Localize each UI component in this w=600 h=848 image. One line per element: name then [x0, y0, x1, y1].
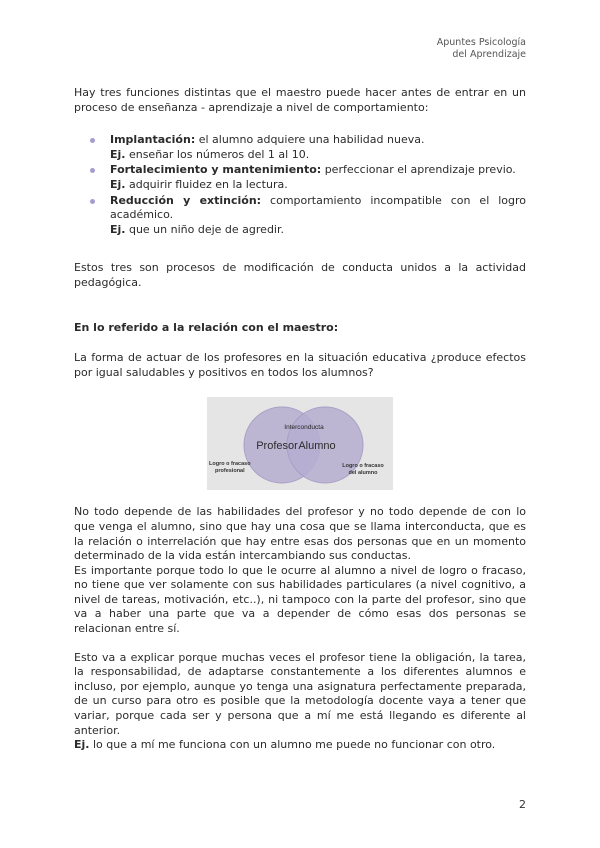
functions-list — [74, 133, 526, 237]
page-number: 2 — [519, 798, 526, 811]
right-caption-1: Logro o fracaso — [342, 463, 384, 470]
example-label: Ej. — [110, 147, 126, 161]
question-paragraph: La forma de actuar de los profesores en la situación educativa ¿produce efectos por igual saludables y positivos en todos los alumnos? — [74, 351, 526, 379]
example-label: Ej. — [110, 177, 126, 191]
left-caption-1: Logro o fracaso — [209, 461, 251, 468]
section-heading: En lo referido a la relación con el maestro: — [74, 320, 339, 334]
right-circle-label: Alumno — [298, 440, 336, 453]
list-item — [110, 194, 526, 238]
right-caption-2: del alumno — [348, 470, 378, 477]
example-text: que un niño deje de agredir. — [125, 222, 284, 236]
final-example-label: Ej. — [74, 738, 90, 752]
intro-paragraph: Hay tres funciones distintas que el maestro puede hacer antes de entrar en un proceso de enseñanza - aprendizaje a nivel de comportamiento: — [74, 86, 526, 114]
example-text: adquirir fluidez en la lectura. — [125, 177, 288, 191]
bullet-title: Fortalecimiento y mantenimiento: — [110, 163, 322, 177]
venn-svg — [207, 397, 393, 490]
overlap-label: Interconducta — [284, 424, 324, 432]
header-line-1: Apuntes Psicología — [436, 37, 526, 48]
explanation-paragraph: Esto va a explicar porque muchas veces el profesor tiene la obligación, la tarea, la responsabilidad, de adaptarse constantemente a los diferentes alumnos e incluso, por ejemplo, aunque yo tenga una asignatura perfectamente preparada, de un curso para otro es posible que la metodología docente vaya a tener que variar, porque cada ser y persona que a mí me está llegando es diferente al anterior. — [74, 650, 526, 737]
page-content — [74, 86, 526, 753]
list-item — [110, 133, 526, 162]
venn-diagram — [207, 397, 393, 490]
page-header — [326, 37, 526, 61]
bullet-text: perfeccionar el aprendizaje previo. — [321, 163, 516, 177]
importance-paragraph: Es importante porque todo lo que le ocurre al alumno a nivel de logro o fracaso, no tiene que ver solamente con sus habilidades particulares (a nivel cognitivo, a nivel de tareas, motivación, etc..), ni tampoco con la parte del profesor, sino que va a haber una parte que va a depender de cómo esas dos personas se relacionan entre sí. — [74, 563, 526, 636]
left-circle-label: Profesor — [256, 440, 298, 453]
bullet-icon — [90, 168, 95, 173]
header-line-2: del Aprendizaje — [452, 49, 526, 60]
bullet-title: Implantación: — [110, 133, 196, 147]
example-text: enseñar los números del 1 al 10. — [125, 147, 310, 161]
interconducta-paragraph: No todo depende de las habilidades del profesor y no todo depende de con lo que venga el alumno, sino que hay una cosa que se llama interconducta, que es la relación o interrelación que hay entre esas dos personas que en un momento determinado de la vida están intercambiando sus conductas. — [74, 505, 526, 563]
final-example-text: lo que a mí me funciona con un alumno me puede no funcionar con otro. — [89, 738, 496, 752]
example-label: Ej. — [110, 222, 126, 236]
bullet-icon — [90, 138, 95, 143]
bullet-text: el alumno adquiere una habilidad nueva. — [195, 133, 425, 147]
list-item — [110, 163, 526, 192]
bullet-text: comportamiento incompatible con el logro académico. — [110, 193, 526, 222]
bullet-title: Reducción y extinción: — [110, 193, 262, 207]
bullet-icon — [90, 199, 95, 204]
processes-paragraph: Estos tres son procesos de modificación de conducta unidos a la actividad pedagógica. — [74, 261, 526, 289]
final-example — [74, 738, 526, 753]
left-caption-2: profesional — [215, 468, 245, 475]
